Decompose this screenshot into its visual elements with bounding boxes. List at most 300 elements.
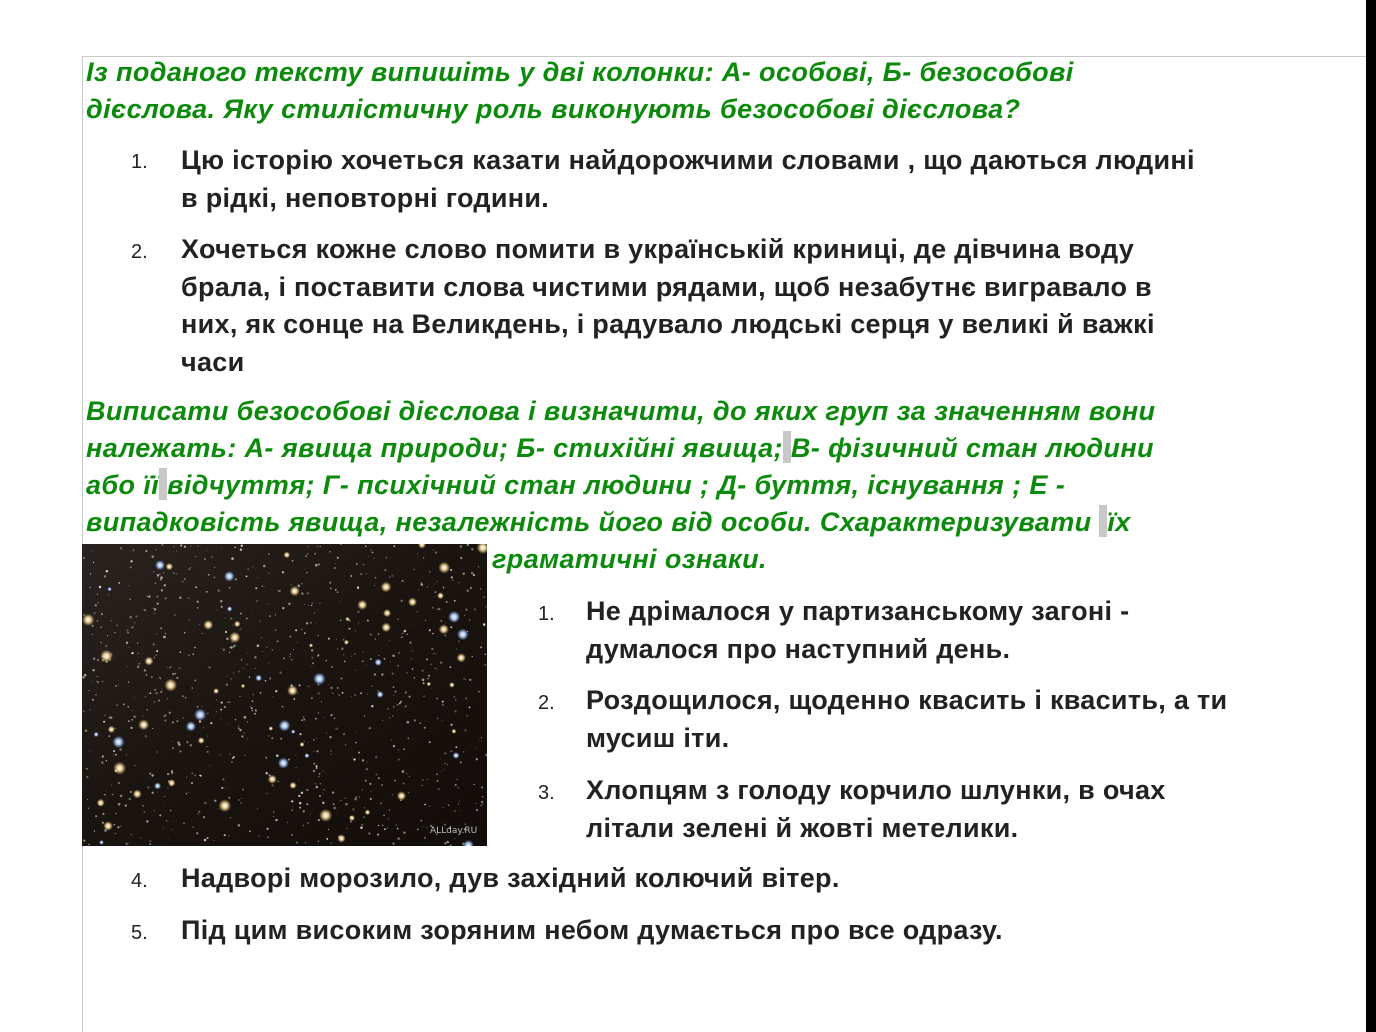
- faint-star: [384, 569, 386, 571]
- list2-item5-number: 5.: [131, 922, 148, 944]
- faint-star: [204, 557, 206, 559]
- faint-star: [220, 709, 222, 711]
- faint-star: [485, 654, 487, 656]
- faint-star: [130, 560, 132, 562]
- faint-star: [155, 692, 157, 694]
- faint-star: [326, 732, 328, 734]
- faint-star: [469, 706, 471, 708]
- bright-star: [451, 729, 456, 734]
- faint-star: [378, 777, 380, 779]
- faint-star: [463, 751, 464, 752]
- faint-star: [106, 760, 107, 761]
- faint-star: [246, 664, 247, 665]
- faint-star: [153, 643, 155, 645]
- faint-star: [412, 650, 414, 652]
- faint-star: [304, 741, 305, 742]
- faint-star: [214, 840, 215, 841]
- faint-star: [95, 604, 97, 606]
- faint-star: [311, 666, 312, 667]
- faint-star: [333, 807, 336, 810]
- faint-star: [405, 691, 407, 693]
- bright-star: [313, 673, 326, 686]
- faint-star: [97, 620, 99, 622]
- bright-star: [457, 629, 469, 641]
- faint-star: [158, 700, 160, 702]
- faint-star: [307, 822, 309, 824]
- faint-star: [442, 704, 444, 706]
- faint-star: [97, 593, 98, 594]
- bright-star: [349, 815, 355, 821]
- faint-star: [401, 636, 403, 638]
- faint-star: [163, 715, 165, 717]
- faint-star: [352, 757, 353, 758]
- faint-star: [380, 802, 381, 803]
- faint-star: [173, 572, 175, 574]
- faint-star: [269, 677, 271, 679]
- faint-star: [102, 681, 104, 683]
- faint-star: [87, 799, 88, 800]
- faint-star: [223, 649, 225, 651]
- faint-star: [208, 666, 210, 668]
- faint-star: [329, 581, 331, 583]
- faint-star: [127, 630, 129, 632]
- faint-star: [455, 784, 457, 786]
- faint-star: [297, 642, 298, 643]
- faint-star: [475, 748, 476, 749]
- faint-star: [164, 805, 165, 806]
- faint-star: [355, 630, 356, 631]
- list2-item2-number: 2.: [538, 692, 555, 714]
- faint-star: [331, 843, 332, 844]
- faint-star: [312, 662, 314, 664]
- faint-star: [312, 657, 313, 658]
- faint-star: [157, 603, 159, 605]
- faint-star: [182, 581, 184, 583]
- faint-star: [151, 774, 154, 777]
- faint-star: [316, 766, 318, 768]
- faint-star: [320, 783, 321, 784]
- faint-star: [343, 639, 345, 641]
- bright-star: [164, 679, 177, 692]
- faint-star: [324, 717, 325, 718]
- faint-star: [220, 719, 221, 720]
- faint-star: [362, 651, 363, 652]
- faint-star: [314, 553, 316, 555]
- bright-star: [241, 684, 245, 688]
- faint-star: [469, 679, 471, 681]
- faint-star: [171, 666, 172, 667]
- faint-star: [149, 773, 151, 775]
- faint-star: [480, 805, 481, 806]
- bright-star: [408, 598, 417, 607]
- faint-star: [255, 587, 257, 589]
- bright-star: [108, 726, 115, 733]
- faint-star: [319, 603, 320, 604]
- faint-star: [420, 722, 422, 724]
- faint-star: [295, 767, 296, 768]
- faint-star: [289, 656, 290, 657]
- list2-item-5: [181, 912, 1003, 950]
- faint-star: [369, 783, 371, 785]
- faint-star: [146, 709, 148, 711]
- faint-star: [234, 644, 236, 646]
- faint-star: [424, 804, 426, 806]
- bright-star: [112, 736, 124, 748]
- faint-star: [190, 744, 192, 746]
- faint-star: [265, 757, 267, 759]
- faint-star: [306, 803, 308, 805]
- bright-star: [381, 582, 392, 593]
- faint-star: [120, 795, 123, 798]
- faint-star: [176, 720, 178, 722]
- bright-star: [133, 789, 142, 798]
- faint-star: [438, 788, 440, 790]
- faint-star: [481, 786, 483, 788]
- faint-star: [191, 782, 193, 784]
- faint-star: [447, 764, 448, 765]
- faint-star: [318, 776, 320, 778]
- bright-star: [107, 587, 111, 591]
- faint-star: [131, 626, 133, 628]
- faint-star: [381, 673, 383, 675]
- faint-star: [188, 597, 190, 599]
- faint-star: [287, 822, 289, 824]
- faint-star: [332, 693, 333, 694]
- faint-star: [358, 752, 360, 754]
- faint-star: [301, 719, 302, 720]
- faint-star: [313, 763, 315, 765]
- faint-star: [116, 624, 118, 626]
- faint-star: [147, 596, 148, 597]
- faint-star: [117, 826, 119, 828]
- faint-star: [255, 711, 256, 712]
- list1-item2-number: 2.: [131, 241, 148, 263]
- bright-star: [82, 614, 94, 626]
- faint-star: [383, 815, 385, 817]
- faint-star: [366, 768, 368, 770]
- faint-star: [338, 694, 340, 696]
- faint-star: [307, 789, 309, 791]
- faint-star: [185, 697, 187, 699]
- faint-star: [329, 736, 331, 738]
- list2-item3-line1: Хлопцям з голоду корчило шлунки, в очах: [586, 775, 1166, 805]
- faint-star: [88, 807, 90, 809]
- faint-star: [239, 729, 241, 731]
- faint-star: [91, 625, 93, 627]
- faint-star: [195, 556, 196, 557]
- faint-star: [252, 694, 254, 696]
- faint-star: [208, 574, 210, 576]
- faint-star: [260, 692, 262, 694]
- faint-star: [269, 615, 271, 617]
- faint-star: [254, 713, 256, 715]
- faint-star: [354, 798, 356, 800]
- faint-star: [149, 840, 151, 842]
- faint-star: [337, 687, 339, 689]
- faint-star: [358, 623, 359, 624]
- faint-star: [131, 834, 132, 835]
- faint-star: [172, 673, 174, 675]
- faint-star: [232, 625, 233, 626]
- faint-star: [154, 613, 155, 614]
- faint-star: [389, 577, 390, 578]
- faint-star: [204, 839, 207, 842]
- faint-star: [254, 656, 257, 659]
- faint-star: [310, 622, 312, 624]
- faint-star: [216, 699, 217, 700]
- faint-star: [408, 696, 410, 698]
- faint-star: [407, 634, 408, 635]
- faint-star: [344, 797, 346, 799]
- faint-star: [265, 772, 267, 774]
- faint-star: [128, 681, 130, 683]
- faint-star: [239, 696, 240, 697]
- faint-star: [366, 665, 367, 666]
- faint-star: [392, 715, 394, 717]
- task-1-line-2: дієслова. Яку стилістичну роль виконують безособові дієслова?: [86, 94, 1021, 124]
- bright-star: [309, 643, 313, 647]
- faint-star: [204, 802, 207, 805]
- faint-star: [249, 676, 250, 677]
- faint-star: [305, 555, 307, 557]
- faint-star: [190, 567, 191, 568]
- faint-star: [200, 775, 202, 777]
- faint-star: [128, 720, 130, 722]
- faint-star: [337, 557, 339, 559]
- faint-star: [421, 785, 422, 786]
- faint-star: [229, 754, 230, 755]
- faint-star: [192, 653, 194, 655]
- faint-star: [304, 569, 305, 570]
- faint-star: [228, 797, 230, 799]
- faint-star: [131, 652, 133, 654]
- faint-star: [460, 761, 462, 763]
- faint-star: [137, 642, 138, 643]
- faint-star: [290, 653, 292, 655]
- faint-star: [169, 712, 171, 714]
- faint-star: [198, 546, 199, 547]
- faint-star: [188, 569, 190, 571]
- faint-star: [420, 820, 422, 822]
- faint-star: [440, 758, 441, 759]
- faint-star: [478, 691, 480, 693]
- faint-star: [454, 710, 456, 712]
- faint-star: [308, 686, 309, 687]
- faint-star: [231, 557, 234, 560]
- faint-star: [351, 696, 352, 697]
- faint-star: [107, 635, 108, 636]
- faint-star: [442, 720, 443, 721]
- faint-star: [306, 572, 307, 573]
- faint-star: [167, 773, 169, 775]
- faint-star: [129, 798, 131, 800]
- faint-star: [374, 585, 375, 586]
- faint-star: [93, 562, 94, 563]
- faint-star: [226, 676, 227, 677]
- faint-star: [395, 824, 396, 825]
- faint-star: [229, 702, 230, 703]
- faint-star: [307, 546, 309, 548]
- bright-star: [381, 623, 391, 633]
- bright-star: [437, 592, 444, 599]
- faint-star: [118, 803, 121, 806]
- faint-star: [226, 683, 228, 685]
- faint-star: [486, 606, 487, 607]
- faint-star: [303, 810, 305, 812]
- faint-star: [459, 810, 460, 811]
- faint-star: [97, 676, 98, 677]
- faint-star: [417, 829, 419, 831]
- faint-star: [480, 588, 481, 589]
- faint-star: [255, 668, 256, 669]
- faint-star: [431, 688, 432, 689]
- faint-star: [418, 589, 419, 590]
- faint-star: [311, 605, 312, 606]
- faint-star: [143, 811, 145, 813]
- faint-star: [459, 801, 460, 802]
- faint-star: [403, 832, 405, 834]
- faint-star: [334, 567, 336, 569]
- faint-star: [186, 777, 187, 778]
- bright-star: [448, 611, 460, 623]
- list2-item-3: [586, 772, 1166, 847]
- faint-star: [307, 592, 309, 594]
- faint-star: [319, 795, 321, 797]
- faint-star: [160, 678, 162, 680]
- faint-star: [393, 706, 395, 708]
- faint-star: [301, 792, 304, 795]
- faint-star: [424, 837, 426, 839]
- faint-star: [234, 546, 236, 548]
- faint-star: [409, 642, 411, 644]
- faint-star: [422, 827, 423, 828]
- bright-star: [383, 609, 391, 617]
- faint-star: [114, 632, 115, 633]
- faint-star: [362, 660, 364, 662]
- faint-star: [199, 624, 200, 625]
- faint-star: [465, 697, 467, 699]
- faint-star: [202, 706, 203, 707]
- faint-star: [288, 603, 290, 605]
- faint-star: [359, 758, 360, 759]
- faint-star: [436, 581, 437, 582]
- faint-star: [161, 589, 163, 591]
- faint-star: [328, 684, 329, 685]
- faint-star: [207, 713, 209, 715]
- faint-star: [355, 670, 356, 671]
- faint-star: [444, 842, 446, 844]
- faint-star: [88, 844, 89, 845]
- faint-star: [108, 594, 109, 595]
- faint-star: [392, 794, 394, 796]
- faint-star: [135, 615, 137, 617]
- bright-star: [203, 620, 213, 630]
- list1-item-2: [181, 231, 1155, 381]
- faint-star: [464, 615, 465, 616]
- faint-star: [160, 627, 162, 629]
- faint-star: [129, 598, 131, 600]
- faint-star: [356, 563, 358, 565]
- faint-star: [308, 605, 309, 606]
- faint-star: [165, 597, 167, 599]
- faint-star: [277, 640, 279, 642]
- faint-star: [444, 635, 446, 637]
- faint-star: [238, 725, 239, 726]
- bright-star: [227, 606, 232, 611]
- faint-star: [130, 791, 132, 793]
- faint-star: [273, 816, 274, 817]
- faint-star: [464, 729, 467, 732]
- faint-star: [82, 676, 85, 679]
- faint-star: [295, 629, 297, 631]
- faint-star: [328, 638, 330, 640]
- faint-star: [398, 838, 400, 840]
- faint-star: [153, 571, 155, 573]
- faint-star: [403, 782, 405, 784]
- faint-star: [340, 677, 342, 679]
- bright-star: [97, 799, 105, 807]
- faint-star: [266, 793, 268, 795]
- faint-star: [397, 704, 399, 706]
- bright-star: [304, 753, 309, 758]
- bright-star: [337, 834, 345, 842]
- faint-star: [335, 728, 338, 731]
- bright-star: [113, 762, 126, 775]
- task-2-line-2b: В- фізичний стан людини: [790, 433, 1154, 463]
- faint-star: [238, 799, 239, 800]
- faint-star: [247, 721, 248, 722]
- faint-star: [118, 782, 120, 784]
- faint-star: [135, 765, 136, 766]
- faint-star: [283, 657, 285, 659]
- faint-star: [100, 611, 101, 612]
- task-2-line-1: Виписати безособові дієслова і визначити, до яких груп за значенням вони: [86, 396, 1156, 426]
- faint-star: [355, 731, 356, 732]
- faint-star: [241, 659, 243, 661]
- faint-star: [303, 560, 304, 561]
- faint-star: [337, 648, 338, 649]
- faint-star: [142, 805, 144, 807]
- faint-star: [132, 719, 134, 721]
- faint-star: [170, 810, 172, 812]
- faint-star: [456, 779, 458, 781]
- faint-star: [157, 751, 158, 752]
- faint-star: [442, 701, 444, 703]
- faint-star: [154, 689, 156, 691]
- faint-star: [160, 691, 163, 694]
- faint-star: [188, 654, 190, 656]
- faint-star: [465, 823, 466, 824]
- faint-star: [266, 828, 268, 830]
- faint-star: [246, 576, 248, 578]
- faint-star: [363, 816, 365, 818]
- faint-star: [473, 784, 474, 785]
- faint-star: [127, 706, 128, 707]
- faint-star: [249, 830, 251, 832]
- faint-star: [97, 659, 99, 661]
- faint-star: [323, 793, 324, 794]
- faint-star: [90, 573, 91, 574]
- faint-star: [298, 795, 300, 797]
- faint-star: [431, 648, 433, 650]
- faint-star: [101, 613, 103, 615]
- faint-star: [341, 647, 344, 650]
- faint-star: [426, 827, 427, 828]
- faint-star: [233, 756, 235, 758]
- faint-star: [229, 652, 230, 653]
- faint-star: [240, 802, 242, 804]
- bright-star: [449, 682, 455, 688]
